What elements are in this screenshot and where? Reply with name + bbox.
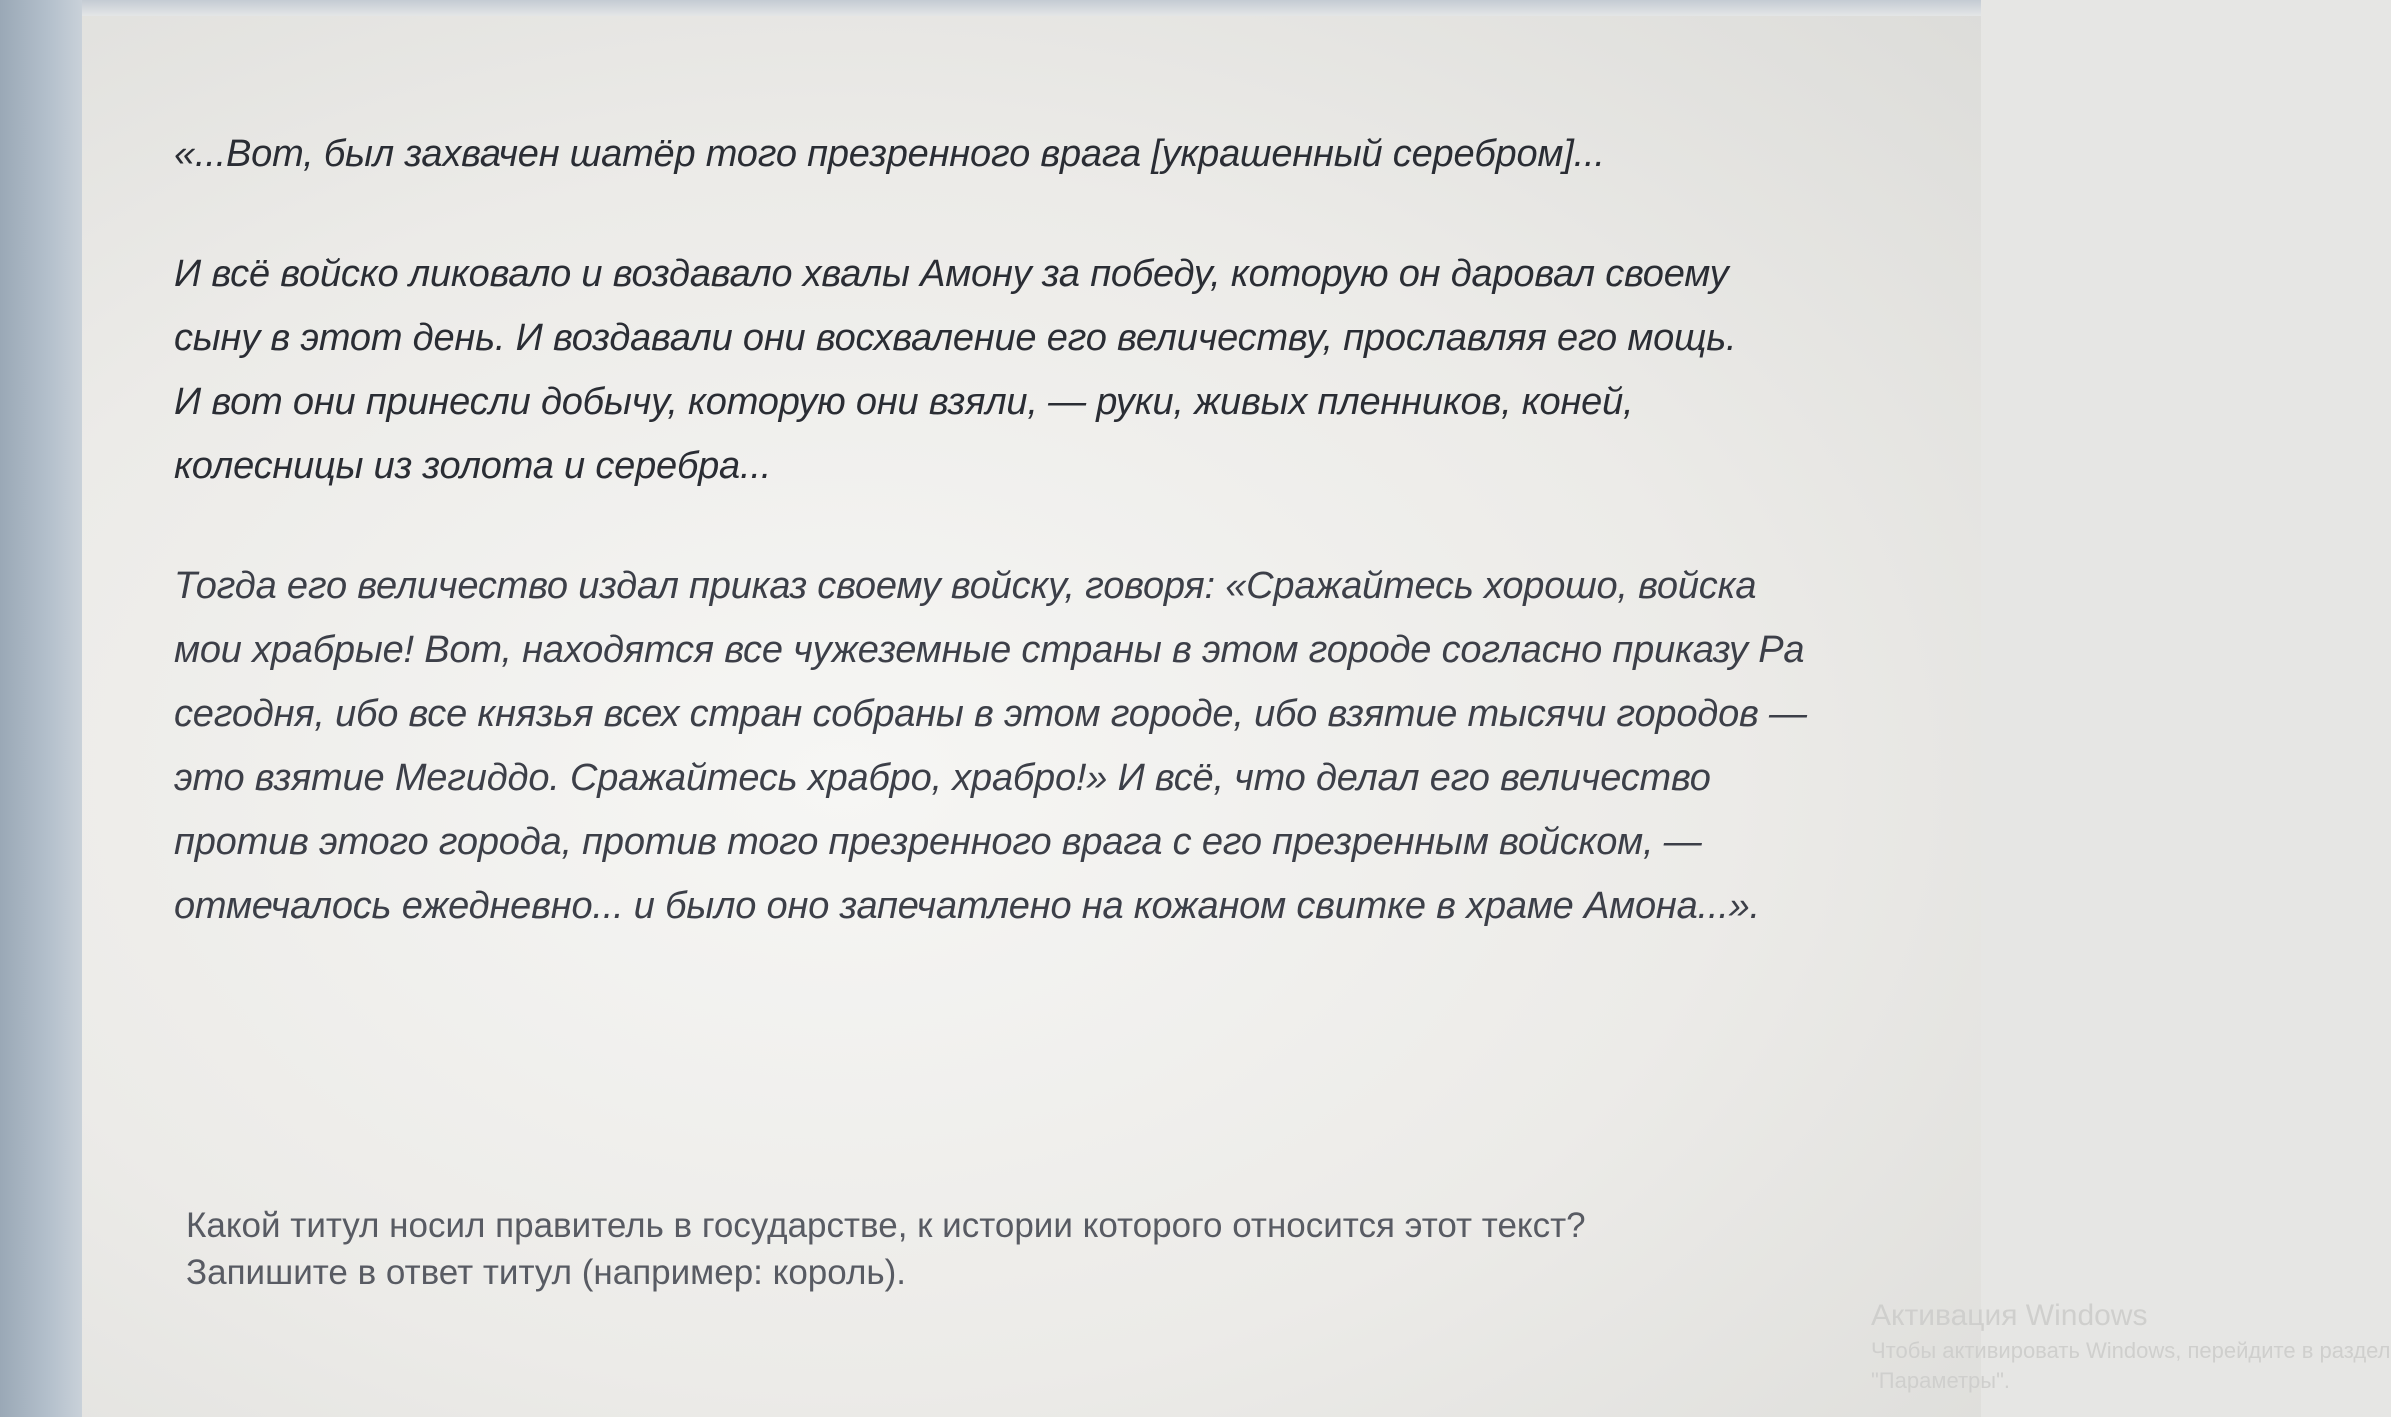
passage-paragraph-3	[174, 554, 1974, 938]
passage-line: против этого города, против того презренного врага с его презренным войском, —	[174, 821, 1702, 863]
screen-area	[82, 0, 2391, 1417]
passage-line: сегодня, ибо все князья всех стран собраны в этом городе, ибо взятие тысячи городов —	[174, 693, 1807, 735]
top-edge	[82, 0, 1981, 16]
passage-line: Тогда его величество издал приказ своему войску, говоря: «Сражайтесь хорошо, войска	[174, 565, 1757, 607]
passage-line: отмечалось ежедневно... и было оно запечатлено на кожаном свитке в храме Амона...».	[174, 885, 1760, 927]
source-passage	[174, 122, 1974, 938]
watermark-line-2: Чтобы активировать Windows, перейдите в раздел	[1871, 1338, 2391, 1363]
question-line-2: Запишите в ответ титул (например: король).	[186, 1253, 906, 1292]
monitor-left-edge	[0, 0, 82, 1417]
question-line-1: Какой титул носил правитель в государстве, к истории которого относится этот текст?	[186, 1206, 1586, 1245]
passage-line: это взятие Мегиддо. Сражайтесь храбро, храбро!» И всё, что делал его величество	[174, 757, 1711, 799]
passage-paragraph-2	[174, 242, 1974, 498]
passage-line: И вот они принесли добычу, которую они взяли, — руки, живых пленников, коней,	[174, 381, 1634, 423]
watermark-line-3: "Параметры".	[1871, 1368, 2011, 1393]
passage-line: И всё войско ликовало и воздавало хвалы Амону за победу, которую он даровал своему	[174, 253, 1729, 295]
task-question	[186, 1202, 1586, 1296]
passage-line: мои храбрые! Вот, находятся все чужеземные страны в этом городе согласно приказу Ра	[174, 629, 1805, 671]
passage-line: «...Вот, был захвачен шатёр того презренного врага [украшенный серебром]...	[174, 133, 1605, 175]
watermark-title: Активация Windows	[1871, 1299, 2148, 1332]
windows-activation-watermark	[1871, 1296, 2391, 1396]
passage-line: сыну в этот день. И воздавали они восхваление его величеству, прославляя его мощь.	[174, 317, 1737, 359]
passage-line: колесницы из золота и серебра...	[174, 445, 772, 487]
